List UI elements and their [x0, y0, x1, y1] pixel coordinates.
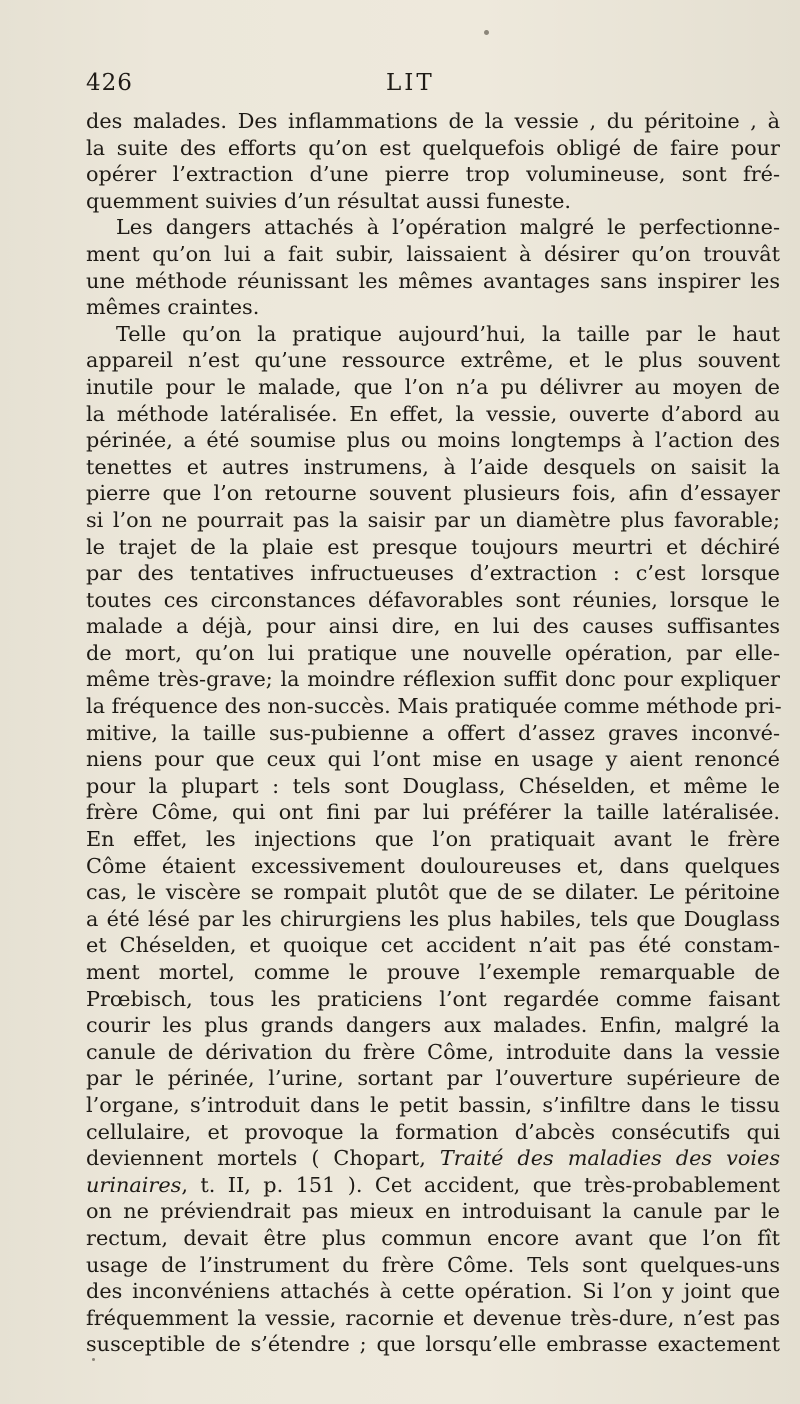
- text-line: la fréquence des non-succès. Mais pratiquée comme méthode pri-: [86, 694, 782, 719]
- text-line: niens pour que ceux qui l’ont mise en usage y aient renoncé: [86, 747, 780, 772]
- text-line-with-citation: [86, 1172, 780, 1199]
- text-line: des inconvéniens attachés à cette opération. Si l’on y joint que: [86, 1279, 780, 1304]
- text-line: cellulaire, et provoque la formation d’abcès consécutifs qui: [86, 1119, 780, 1144]
- text-line: a été lésé par les chirurgiens les plus habiles, tels que Douglass: [86, 906, 780, 931]
- text-line: on ne préviendrait pas mieux en introduisant la canule par le: [86, 1199, 780, 1224]
- text-line: mêmes craintes.: [86, 295, 260, 320]
- body-text: [86, 108, 780, 1358]
- text-line: susceptible de s’étendre ; que lorsqu’elle embrasse exactement: [86, 1332, 780, 1357]
- citation-prefix: deviennent mortels ( Chopart,: [86, 1146, 426, 1171]
- text-line: malade a déjà, pour ainsi dire, en lui des causes suffisantes: [86, 614, 780, 639]
- running-head: LIT: [386, 70, 435, 96]
- text-line: inutile pour le malade, que l’on n’a pu délivrer au moyen de: [86, 374, 780, 399]
- book-title-italic: Traité des maladies des voies: [439, 1146, 780, 1171]
- text-line-with-citation: [86, 1145, 780, 1172]
- text-line: Prœbisch, tous les praticiens l’ont regardée comme faisant: [86, 986, 780, 1011]
- text-line: ment qu’on lui a fait subir, laissaient à désirer qu’on trouvât: [86, 241, 780, 266]
- citation-suffix: , t. II, p. 151 ). Cet accident, que très-probablement: [181, 1172, 780, 1197]
- text-line: tenettes et autres instrumens, à l’aide desquels on saisit la: [86, 454, 780, 479]
- text-line: pierre que l’on retourne souvent plusieurs fois, afin d’essayer: [86, 481, 780, 506]
- text-line: une méthode réunissant les mêmes avantages sans inspirer les: [86, 268, 780, 293]
- text-line: quemment suivies d’un résultat aussi funeste.: [86, 188, 571, 213]
- text-line: et Chéselden, et quoique cet accident n’ait pas été constam-: [86, 933, 780, 958]
- paragraph-first-line: Les dangers attachés à l’opération malgré le perfectionne-: [116, 215, 780, 240]
- text-line: ment mortel, comme le prouve l’exemple remarquable de: [86, 960, 780, 984]
- page-number: 426: [86, 70, 133, 96]
- text-line: En effet, les injections que l’on pratiquait avant le frère: [86, 827, 780, 852]
- text-line: l’organe, s’introduit dans le petit bassin, s’infiltre dans le tissu: [86, 1092, 780, 1117]
- text-line: usage de l’instrument du frère Côme. Tels sont quelques-uns: [86, 1252, 780, 1277]
- text-line: cas, le viscère se rompait plutôt que de se dilater. Le péritoine: [86, 880, 780, 905]
- text-line: par le périnée, l’urine, sortant par l’ouverture supérieure de: [86, 1066, 780, 1091]
- text-line: la suite des efforts qu’on est quelquefois obligé de faire pour: [86, 135, 780, 160]
- text-line: de mort, qu’on lui pratique une nouvelle opération, par elle-: [86, 640, 780, 665]
- text-line: Côme étaient excessivement douloureuses et, dans quelques: [86, 853, 780, 878]
- page-header: [86, 70, 760, 110]
- text-line: canule de dérivation du frère Côme, introduite dans la vessie: [86, 1039, 780, 1064]
- text-line: courir les plus grands dangers aux malades. Enfin, malgré la: [86, 1013, 780, 1038]
- text-line: le trajet de la plaie est presque toujours meurtri et déchiré: [86, 534, 780, 559]
- text-line: toutes ces circonstances défavorables sont réunies, lorsque le: [86, 587, 780, 612]
- text-line: périnée, a été soumise plus ou moins longtemps à l’action des: [86, 428, 780, 453]
- book-title-italic-cont: urinaires: [86, 1172, 182, 1197]
- text-line: frère Côme, qui ont fini par lui préférer la taille latéralisée.: [86, 800, 780, 825]
- ink-spot: [484, 30, 489, 35]
- text-line: la méthode latéralisée. En effet, la vessie, ouverte d’abord au: [86, 401, 780, 426]
- paragraph-first-line: Telle qu’on la pratique aujourd’hui, la taille par le haut: [116, 321, 780, 346]
- ink-spot: [92, 1358, 95, 1361]
- text-line: des malades. Des inflammations de la vessie , du péritoine , à: [86, 109, 780, 133]
- text-line: mitive, la taille sus-pubienne a offert d’assez graves inconvé-: [86, 720, 780, 745]
- text-line: rectum, devait être plus commun encore avant que l’on fît: [86, 1225, 780, 1250]
- text-line: pour la plupart : tels sont Douglass, Chéselden, et même le: [86, 773, 780, 798]
- text-line: par des tentatives infructueuses d’extraction : c’est lorsque: [86, 561, 780, 586]
- text-line: si l’on ne pourrait pas la saisir par un diamètre plus favorable;: [86, 507, 780, 532]
- text-line: opérer l’extraction d’une pierre trop volumineuse, sont fré-: [86, 162, 780, 187]
- text-line: appareil n’est qu’une ressource extrême, et le plus souvent: [86, 348, 780, 373]
- text-line: fréquemment la vessie, racornie et devenue très-dure, n’est pas: [86, 1305, 780, 1330]
- text-line: même très-grave; la moindre réflexion suffit donc pour expliquer: [86, 667, 780, 692]
